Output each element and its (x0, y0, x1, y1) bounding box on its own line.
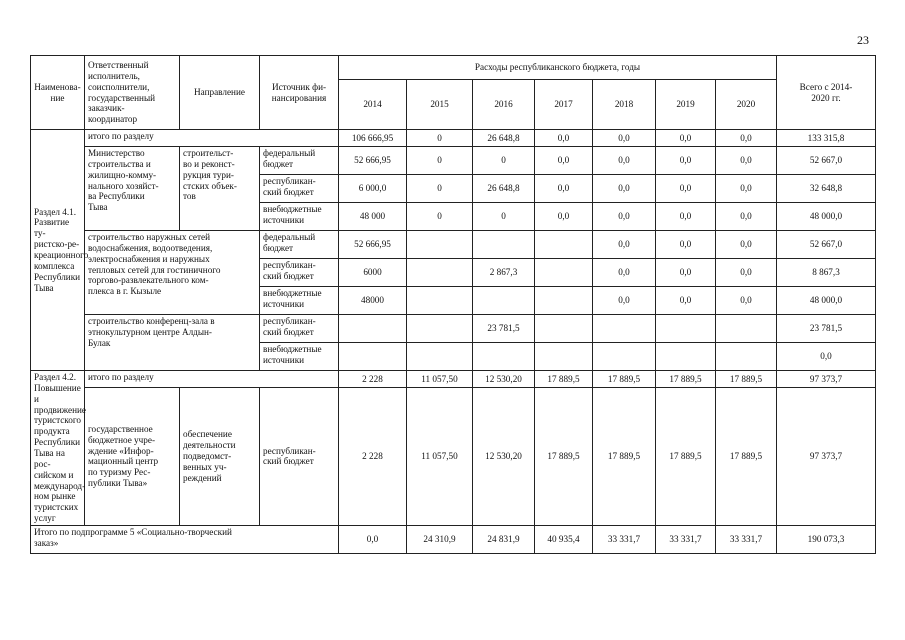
cell (473, 287, 535, 315)
cell-total: 48 000,0 (777, 203, 876, 231)
cell-total: 97 373,7 (777, 371, 876, 388)
cell: 2 867,3 (473, 259, 535, 287)
cell: 0,0 (656, 259, 716, 287)
cell-total: 48 000,0 (777, 287, 876, 315)
cell: 48000 (339, 287, 407, 315)
cell: 17 889,5 (656, 387, 716, 525)
cell: 0 (407, 203, 473, 231)
source-cell: федеральный бюджет (260, 147, 339, 175)
section2-direction: обеспечение деятельности подведомст- венных уч- реждений (180, 387, 260, 525)
cell: 26 648,8 (473, 130, 535, 147)
source-cell: республикан- ский бюджет (260, 315, 339, 343)
cell (407, 231, 473, 259)
header-expenses: Расходы республиканского бюджета, годы (339, 56, 777, 80)
cell: 24 831,9 (473, 526, 535, 554)
cell: 0 (407, 175, 473, 203)
cell: 0,0 (593, 175, 656, 203)
cell: 40 935,4 (535, 526, 593, 554)
cell: 0 (407, 130, 473, 147)
cell (656, 315, 716, 343)
cell (656, 343, 716, 371)
year-2017: 2017 (535, 80, 593, 130)
cell (593, 343, 656, 371)
cell: 106 666,95 (339, 130, 407, 147)
cell: 0,0 (339, 526, 407, 554)
cell: 6000 (339, 259, 407, 287)
source-cell: федеральный бюджет (260, 231, 339, 259)
cell (593, 315, 656, 343)
header-row-1 (31, 56, 876, 80)
grand-total-label: Итого по подпрограмме 5 «Социально-творческий заказ» (31, 526, 339, 554)
grand-total-row (31, 526, 876, 554)
cell: 0,0 (656, 147, 716, 175)
cell: 0,0 (716, 203, 777, 231)
cell: 0,0 (656, 231, 716, 259)
cell: 33 331,7 (716, 526, 777, 554)
cell: 0 (473, 203, 535, 231)
cell: 0,0 (593, 147, 656, 175)
cell-total: 97 373,7 (777, 387, 876, 525)
source-cell: внебюджетные источники (260, 287, 339, 315)
cell: 24 310,9 (407, 526, 473, 554)
cell (407, 287, 473, 315)
ministry-direction: строительст- во и реконст- рукция тури- стских объек- тов (180, 147, 260, 231)
networks-label: строительство наружных сетей водоснабжения, водоотведения, электроснабжения и наружных тепловых сетей для гостиничного торгово-развлекательного ком- плекса в г. Кызыле (85, 231, 260, 315)
table-row (31, 231, 876, 259)
header-name: Наименова- ние (31, 56, 85, 130)
cell: 11 057,50 (407, 371, 473, 388)
cell: 0,0 (593, 231, 656, 259)
cell: 0,0 (535, 203, 593, 231)
cell-total: 190 073,3 (777, 526, 876, 554)
cell-total: 52 667,0 (777, 231, 876, 259)
cell: 17 889,5 (593, 387, 656, 525)
year-2014: 2014 (339, 80, 407, 130)
table-row (31, 315, 876, 343)
cell: 0,0 (535, 130, 593, 147)
cell (407, 343, 473, 371)
cell: 0,0 (593, 203, 656, 231)
year-2020: 2020 (716, 80, 777, 130)
cell: 33 331,7 (593, 526, 656, 554)
cell-total: 32 648,8 (777, 175, 876, 203)
cell: 0,0 (593, 130, 656, 147)
cell: 11 057,50 (407, 387, 473, 525)
cell-total: 0,0 (777, 343, 876, 371)
cell (716, 315, 777, 343)
cell: 12 530,20 (473, 371, 535, 388)
cell: 0,0 (593, 287, 656, 315)
cell: 0 (473, 147, 535, 175)
cell-total: 23 781,5 (777, 315, 876, 343)
cell (535, 343, 593, 371)
section1-subtotal-label: итого по разделу (85, 130, 339, 147)
header-executor: Ответственный исполнитель, соисполнители, государственный заказчик- координатор (85, 56, 180, 130)
cell: 6 000,0 (339, 175, 407, 203)
year-2019: 2019 (656, 80, 716, 130)
section2-name: Раздел 4.2. Повышение и продвижение туристского продукта Республики Тыва на рос- сийском и международ- ном рынке туристских услуг (31, 371, 85, 526)
cell: 17 889,5 (535, 387, 593, 525)
cell: 0,0 (535, 175, 593, 203)
table-row (31, 387, 876, 525)
cell: 2 228 (339, 371, 407, 388)
section2-executor: государственное бюджетное учре- ждение «Инфор- мационный центр по туризму Рес- публики Тыва» (85, 387, 180, 525)
page-number: 23 (857, 33, 869, 47)
cell: 17 889,5 (593, 371, 656, 388)
cell: 26 648,8 (473, 175, 535, 203)
cell: 52 666,95 (339, 147, 407, 175)
cell: 0,0 (656, 287, 716, 315)
cell (407, 315, 473, 343)
budget-table (30, 55, 876, 554)
cell: 12 530,20 (473, 387, 535, 525)
cell: 0,0 (535, 147, 593, 175)
cell: 52 666,95 (339, 231, 407, 259)
cell: 0,0 (716, 147, 777, 175)
year-2015: 2015 (407, 80, 473, 130)
table-row (31, 147, 876, 175)
cell: 0,0 (593, 259, 656, 287)
cell: 17 889,5 (656, 371, 716, 388)
header-total: Всего с 2014- 2020 гг. (777, 56, 876, 130)
cell: 0,0 (716, 130, 777, 147)
cell: 48 000 (339, 203, 407, 231)
cell: 17 889,5 (535, 371, 593, 388)
cell (535, 315, 593, 343)
header-source: Источник фи- нансирования (260, 56, 339, 130)
section1-name: Раздел 4.1. Развитие ту- ристско-ре- креационного комплекса Республики Тыва (31, 130, 85, 371)
cell (535, 231, 593, 259)
cell: 17 889,5 (716, 387, 777, 525)
source-cell: республикан- ский бюджет (260, 175, 339, 203)
section2-subtotal-row (31, 371, 876, 388)
cell: 33 331,7 (656, 526, 716, 554)
cell: 0,0 (716, 175, 777, 203)
cell: 23 781,5 (473, 315, 535, 343)
cell-total: 52 667,0 (777, 147, 876, 175)
cell: 0 (407, 147, 473, 175)
cell: 0,0 (716, 287, 777, 315)
year-2018: 2018 (593, 80, 656, 130)
source-cell: республикан- ский бюджет (260, 259, 339, 287)
cell: 0,0 (716, 259, 777, 287)
cell (716, 343, 777, 371)
source-cell: республикан- ский бюджет (260, 387, 339, 525)
cell (473, 231, 535, 259)
cell (339, 315, 407, 343)
source-cell: внебюджетные источники (260, 203, 339, 231)
section2-subtotal-label: итого по разделу (85, 371, 339, 388)
cell: 0,0 (656, 203, 716, 231)
cell (535, 259, 593, 287)
concert-label: строительство конференц-зала в этнокультурном центре Алдын- Булак (85, 315, 260, 371)
section1-subtotal-row (31, 130, 876, 147)
cell: 17 889,5 (716, 371, 777, 388)
year-2016: 2016 (473, 80, 535, 130)
cell-total: 133 315,8 (777, 130, 876, 147)
cell (407, 259, 473, 287)
cell: 0,0 (716, 231, 777, 259)
cell (339, 343, 407, 371)
cell: 2 228 (339, 387, 407, 525)
source-cell: внебюджетные источники (260, 343, 339, 371)
cell: 0,0 (656, 175, 716, 203)
cell-total: 8 867,3 (777, 259, 876, 287)
cell (473, 343, 535, 371)
cell (535, 287, 593, 315)
header-direction: Направление (180, 56, 260, 130)
ministry-executor: Министерство строительства и жилищно-комму- нального хозяйст- ва Республики Тыва (85, 147, 180, 231)
cell: 0,0 (656, 130, 716, 147)
